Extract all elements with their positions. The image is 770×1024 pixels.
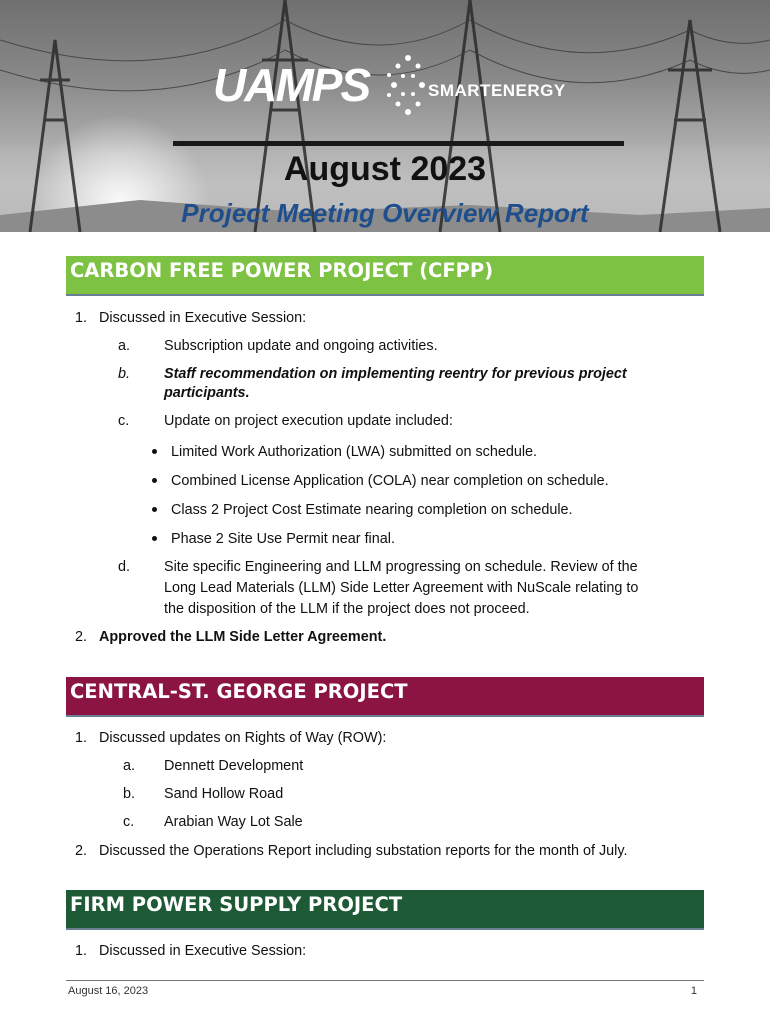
sub-item: Dennett Development <box>164 758 304 774</box>
sub-letter: b. <box>118 366 131 382</box>
sub-letter: b. <box>123 786 136 802</box>
report-subtitle: Project Meeting Overview Report <box>181 198 589 228</box>
bullet-icon <box>152 536 157 541</box>
sub-item: Sand Hollow Road <box>164 786 284 802</box>
sub-letter: c. <box>123 814 135 830</box>
sub-letter: d. <box>118 559 131 575</box>
list-item: Discussed updates on Rights of Way (ROW): <box>99 730 387 746</box>
list-item: Discussed the Operations Report including substation reports for the month of July. <box>99 843 628 859</box>
list-number: 1. <box>75 730 88 746</box>
sub-item-continued: Long Lead Materials (LLM) Side Letter Agreement with NuScale relating to <box>164 580 639 596</box>
bullet-item: Limited Work Authorization (LWA) submitted on schedule. <box>171 444 538 460</box>
sub-item-continued: the disposition of the LLM if the project does not proceed. <box>164 601 530 617</box>
list-item: Approved the LLM Side Letter Agreement. <box>99 629 387 645</box>
report-month-title: August 2023 <box>283 150 487 188</box>
list-number: 1. <box>75 310 88 326</box>
list-number: 2. <box>75 629 88 645</box>
sub-item: Site specific Engineering and LLM progressing on schedule. Review of the <box>164 559 638 575</box>
bullet-item: Class 2 Project Cost Estimate nearing completion on schedule. <box>171 502 573 518</box>
smartenergy-logo: SMARTENERGY <box>428 81 566 100</box>
sub-item: Subscription update and ongoing activities. <box>164 338 438 354</box>
title-divider <box>173 141 624 146</box>
section-heading-firm-power-supply: FIRM POWER SUPPLY PROJECT <box>66 890 704 930</box>
sub-item-continued: participants. <box>164 385 250 401</box>
bullet-icon <box>152 507 157 512</box>
sub-letter: a. <box>123 758 136 774</box>
footer-divider <box>66 980 704 981</box>
bullet-icon <box>152 478 157 483</box>
bullet-item: Phase 2 Site Use Permit near final. <box>171 531 395 547</box>
section-heading-central-st-george: CENTRAL-ST. GEORGE PROJECT <box>66 677 704 717</box>
list-number: 2. <box>75 843 88 859</box>
footer-date: August 16, 2023 <box>68 985 149 997</box>
header-banner <box>0 0 770 232</box>
smartenergy-sun-icon <box>386 50 430 120</box>
bullet-icon <box>152 449 157 454</box>
sub-letter: a. <box>118 338 131 354</box>
list-item: Discussed in Executive Session: <box>99 310 307 326</box>
list-number: 1. <box>75 943 88 959</box>
uamps-logo: UAMPS <box>213 59 370 111</box>
sub-item: Staff recommendation on implementing reentry for previous project <box>164 366 627 382</box>
sub-letter: c. <box>118 413 130 429</box>
page-number: 1 <box>690 985 697 997</box>
bullet-item: Combined License Application (COLA) near completion on schedule. <box>171 473 609 489</box>
sub-item: Arabian Way Lot Sale <box>164 814 303 830</box>
sub-item: Update on project execution update included: <box>164 413 453 429</box>
list-item: Discussed in Executive Session: <box>99 943 307 959</box>
section-heading-cfpp: CARBON FREE POWER PROJECT (CFPP) <box>66 256 704 296</box>
